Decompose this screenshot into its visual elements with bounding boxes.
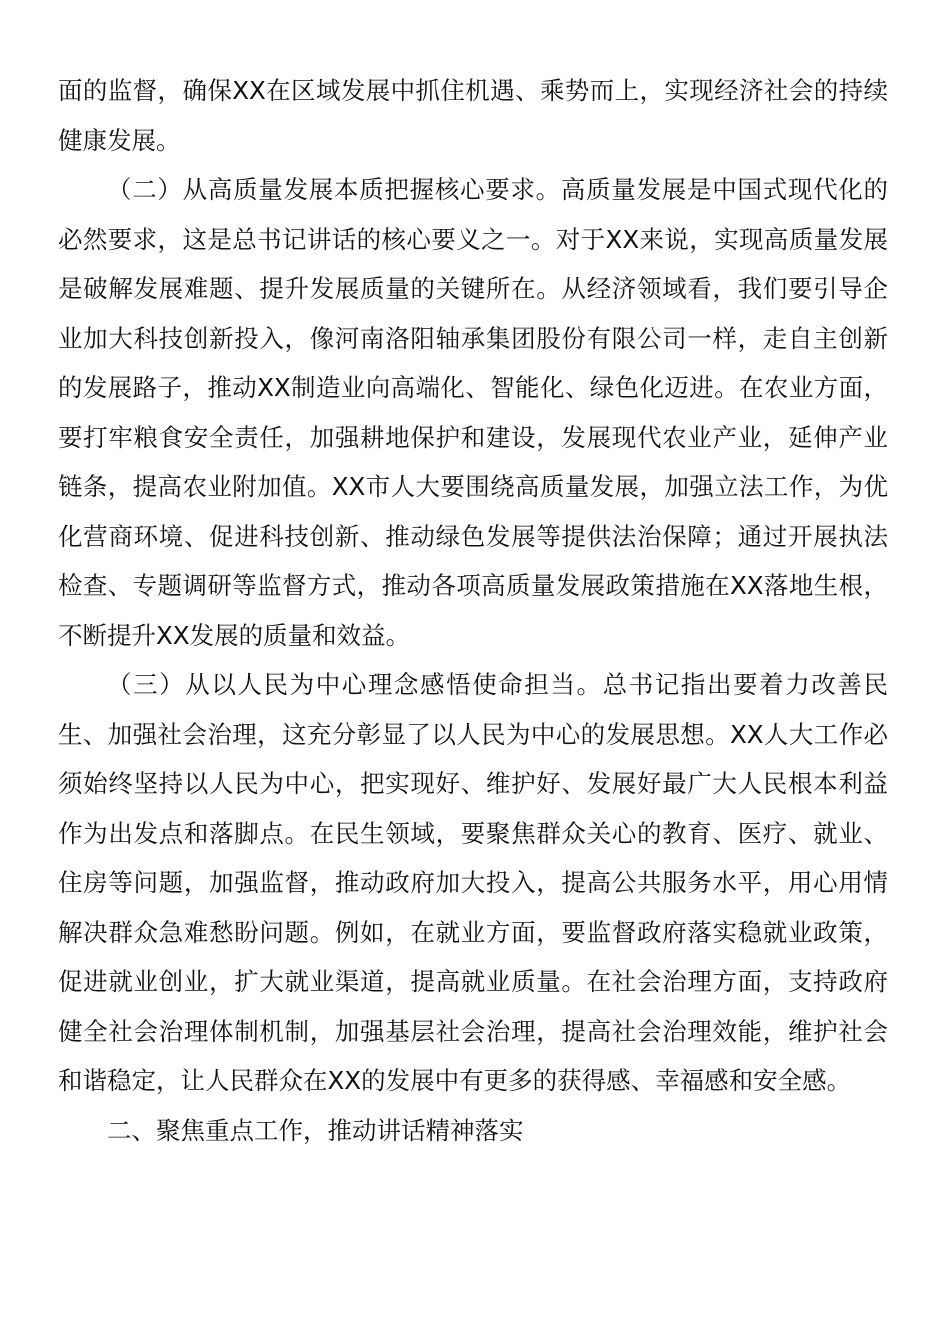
document-body xyxy=(58,66,888,1155)
paragraph-continuation: 面的监督，确保XX在区域发展中抓住机遇、乘势而上，实现经济社会的持续健康发展。 xyxy=(58,76,888,155)
paragraph-section-three: （三）从以人民为中心理念感悟使命担当。总书记指出要着力改善民生、加强社会治理，这充分彰显了以人民为中心的发展思想。XX人大工作必须始终坚持以人民为中心，把实现好、维护好、发展好最广大人民根本利益作为出发点和落脚点。在民生领域，要聚焦群众关心的教育、医疗、就业、住房等问题，加强监督，推动政府加大投入，提高公共服务水平，用心用情解决群众急难愁盼问题。例如，在就业方面，要监督政府落实稳就业政策，促进就业创业，扩大就业渠道，提高就业质量。在社会治理方面，支持政府健全社会治理体制机制，加强基层社会治理，提高社会治理效能，维护社会和谐稳定，让人民群众在XX的发展中有更多的获得感、幸福感和安全感。 xyxy=(58,670,888,1095)
paragraph-section-two: （二）从高质量发展本质把握核心要求。高质量发展是中国式现代化的必然要求，这是总书记讲话的核心要义之一。对于XX来说，实现高质量发展是破解发展难题、提升发展质量的关键所在。从经济领域看，我们要引导企业加大科技创新投入，像河南洛阳轴承集团股份有限公司一样，走自主创新的发展路子，推动XX制造业向高端化、智能化、绿色化迈进。在农业方面，要打牢粮食安全责任，加强耕地保护和建设，发展现代农业产业，延伸产业链条，提高农业附加值。XX市人大要围绕高质量发展，加强立法工作，为优化营商环境、促进科技创新、推动绿色发展等提供法治保障；通过开展执法检查、专题调研等监督方式，推动各项高质量发展政策措施在XX落地生根，不断提升XX发展的质量和效益。 xyxy=(58,175,888,650)
section-heading: 二、聚焦重点工作，推动讲话精神落实 xyxy=(107,1115,524,1145)
